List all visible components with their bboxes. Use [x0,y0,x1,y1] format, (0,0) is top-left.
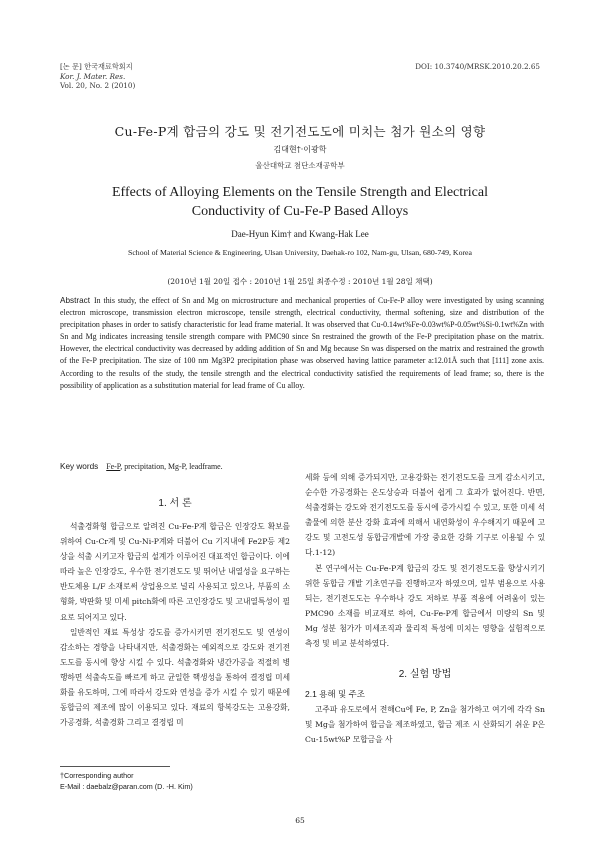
keyword-fe-p: Fe-P [106,462,121,471]
paragraph: 본 연구에서는 Cu-Fe-P계 합금의 강도 및 전기전도도를 향상시키기 위한 동합금 개발 기초연구를 진행하고자 하였으며, 일부 범용으로 사용되는, 전기전도도는 우수하나 강도 저하로 부품 적용에 어려움이 있는 PMC90 소재를 비교재로 하여, Cu-Fe-P계 합금에서 미량의 Sn 및 Mg 성분 첨가가 미세조직과 물리적 특성에 미치는 영향을 실험적으로 측정 및 비교 분석하였다. [305,563,545,649]
paragraph: 세화 등에 의해 증가되지만, 고용강화는 전기전도도를 크게 감소시키고, 순수한 가공경화는 온도상승과 더불어 쉽게 그 효과가 없어진다. 반면, 석출경화는 강도와 전기전도도를 동시에 증가시킬 수 있고, 또한 미세 석출물에 의한 분산 강화 효과에 의해서 내연화성이 우수해지기 때문에 고강도 및 고전도성 동합금개발에 가장 중요한 강화 기구로 이용될 수 있다.1-12) [305,473,545,558]
section-1-title: 1. 서 론 [158,498,192,509]
footnote-divider [60,766,170,767]
title-korean: Cu-Fe-P계 합금의 강도 및 전기전도도에 미치는 첨가 원소의 영향 [114,124,486,139]
author-email: E-Mail : daebalz@paran.com (D. -H. Kim) [60,782,193,791]
subsection-2-1-title: 2.1 용해 및 주조 [305,689,365,700]
authors-english: Dae-Hyun Kim† and Kwang-Hak Lee [231,229,369,239]
affiliation-english: School of Material Science & Engineering, Ulsan University, Daehak-ro 102, Nam-gu, Ulsan, 680-749, Korea [128,248,472,257]
abstract-text: In this study, the effect of Sn and Mg on microstructure and mechanical properties of Cu-Fe-P alloy were investigated by using scanning electron microscope, transmission electron microscope, tensile strength, electrical conductivity, thermal softening, size and distribution of the precipitation phases in order to satisfy characteristic for lead frame material. It was observed that Cu-0.14wt%Fe-0.03wt%P-0.05wt%Si-0.1wt%Zn with Sn and Mg indicates increasing tensile strength compare with PMC90 since Sn restrained the growth of the Fe-P precipitation phase on the matrix. However, the electrical conductivity was decreased by adding addition of Sn and Mg because Sn was dispersed on the matrix and restrained the growth of the Fe-P precipitation. The size of 100 nm Mg3P2 precipitation phase was observed having lattice parameter a:12.01Å such that [111] zone axis. According to the results of the study, the tensile strength and the electrical conductivity satisfied the requirements of lead frame; so, there is the possibility of application as a substitution material for lead frame of Cu alloy. [60,296,544,390]
page-number: 65 [295,816,305,825]
abstract-label: Abstract [60,296,91,305]
corresponding-author: †Corresponding author [60,771,134,780]
right-column [305,470,545,747]
paragraph: 석출경화형 합금으로 알려진 Cu-Fe-P계 합금은 인장강도 확보를 위하여 Cu-Cr계 및 Cu-Ni-P계와 더불어 Cu 기지내에 Fe2P등 제2상을 석출 시키고자 합금의 설계가 이루어진 대표적인 합금이다. 이에 따라 높은 인장강도, 우수한 전기전도도 및 뛰어난 내열성을 요구하는 반도체용 L/F 소재로써 상업용으로 널리 사용되고 있으나, 부품의 소형화, 박판화 및 미세 pitch화에 따른 고인장강도 및 고내열특성이 필요로 되어지고 있다. [60,522,290,622]
title-english-line2: Conductivity of Cu-Fe-P Based Alloys [191,204,409,219]
left-column [60,494,290,730]
keywords-rest: , precipitation, Mg-P, leadframe. [120,462,223,471]
footnote [60,770,193,792]
doi: DOI: 10.3740/MRSK.2010.20.2.65 [415,62,540,71]
society-name: 한국재료학회지 [84,62,133,71]
affiliation-korean: 울산대학교 첨단소재공학부 [255,161,345,170]
authors-korean: 김대현†·이광학 [273,145,327,154]
volume-info: Vol. 20, No. 2 (2010) [60,81,136,90]
article-type: [논 문] [60,62,82,71]
journal-header [60,62,135,91]
keywords-label: Key words [60,462,99,471]
journal-name: Kor. J. Mater. Res. [60,71,126,81]
paragraph: 일반적인 재료 특성상 강도를 증가시키면 전기전도도 및 연성이 감소하는 경향을 나타내지만, 석출경화는 예외적으로 강도와 전기전도도를 동시에 향상 시킬 수 있다. 석출경화와 냉간가공을 적절히 병행하면 석출속도를 빠르게 하고 균일한 핵생성을 통하여 결정립 미세화를 유도하며, 그에 따라서 강도와 연성을 증가 시킬 수 있기 때문에 동합금의 제조에 많이 이용되고 있다. 재료의 항복강도는 고용강화, 가공경화, 석출경화 그리고 결정립 미 [60,627,290,728]
abstract [60,295,544,392]
submission-dates: (2010년 1월 20일 접수 : 2010년 1월 25일 최종수정 : 2010년 1월 28일 채택) [167,277,433,286]
paragraph: 고주파 유도로에서 전해Cu에 Fe, P, Zn을 첨가하고 여기에 각각 Sn 및 Mg을 첨가하여 합금을 제조하였고, 합금 제조 시 산화되기 쉬운 P은 Cu-15wt%P 모합금을 사 [305,705,545,745]
title-english [40,183,560,221]
section-2-title: 2. 실험 방법 [398,669,452,681]
title-english-line1: Effects of Alloying Elements on the Tensile Strength and Electrical [111,185,489,200]
